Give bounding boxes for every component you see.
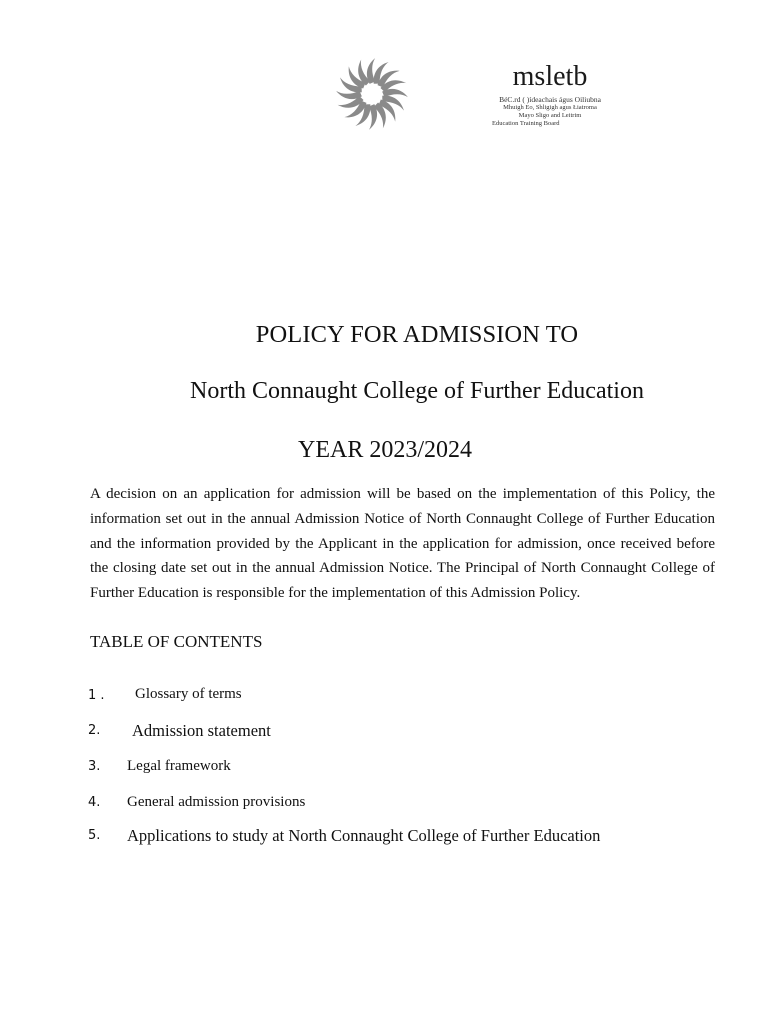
toc-heading: TABLE OF CONTENTS xyxy=(90,632,263,651)
toc-item-number: 5. xyxy=(88,828,101,843)
toc-item-number: 4. xyxy=(88,795,101,810)
brand-line-board: Education Training Board xyxy=(492,120,560,127)
toc-item-number: 1 . xyxy=(88,688,105,703)
toc-item-label: Glossary of terms xyxy=(135,686,242,702)
brand-line-counties: Mayo Sligo and Leitrim xyxy=(518,112,582,119)
swirl-logo-icon xyxy=(333,55,411,133)
toc-item-number: 3. xyxy=(88,759,101,774)
brand-line-irish: BéC.rd ( )ídeachais águs Oiliubna xyxy=(499,95,601,104)
college-title: North Connaught College of Further Education xyxy=(190,378,644,404)
brand-line-counties-irish: Mhuigh Eo, Shligigh agus Łiatroma xyxy=(503,104,597,111)
brand-block xyxy=(470,62,630,128)
toc-item-label: Applications to study at North Connaught College of Further Education xyxy=(127,826,601,845)
brand-name: msletb xyxy=(512,61,588,92)
policy-title: POLICY FOR ADMISSION TO xyxy=(255,321,579,348)
intro-paragraph: A decision on an application for admission will be based on the implementation of this Policy, the information set out in the annual Admission Notice of North Connaught College of Further Education and the information provided by the Applicant in the application for admission, once received before the closing date set out in the annual Admission Notice. The Principal of North Connaught College of Further Education is responsible for the implementation of this Admission Policy. xyxy=(90,486,715,602)
toc-item-number: 2. xyxy=(88,723,101,738)
year-title: YEAR 2023/2024 xyxy=(298,437,472,463)
toc-item-label: Admission statement xyxy=(132,721,271,740)
toc-item-label: General admission provisions xyxy=(127,794,306,810)
toc-item-label: Legal framework xyxy=(127,758,231,774)
